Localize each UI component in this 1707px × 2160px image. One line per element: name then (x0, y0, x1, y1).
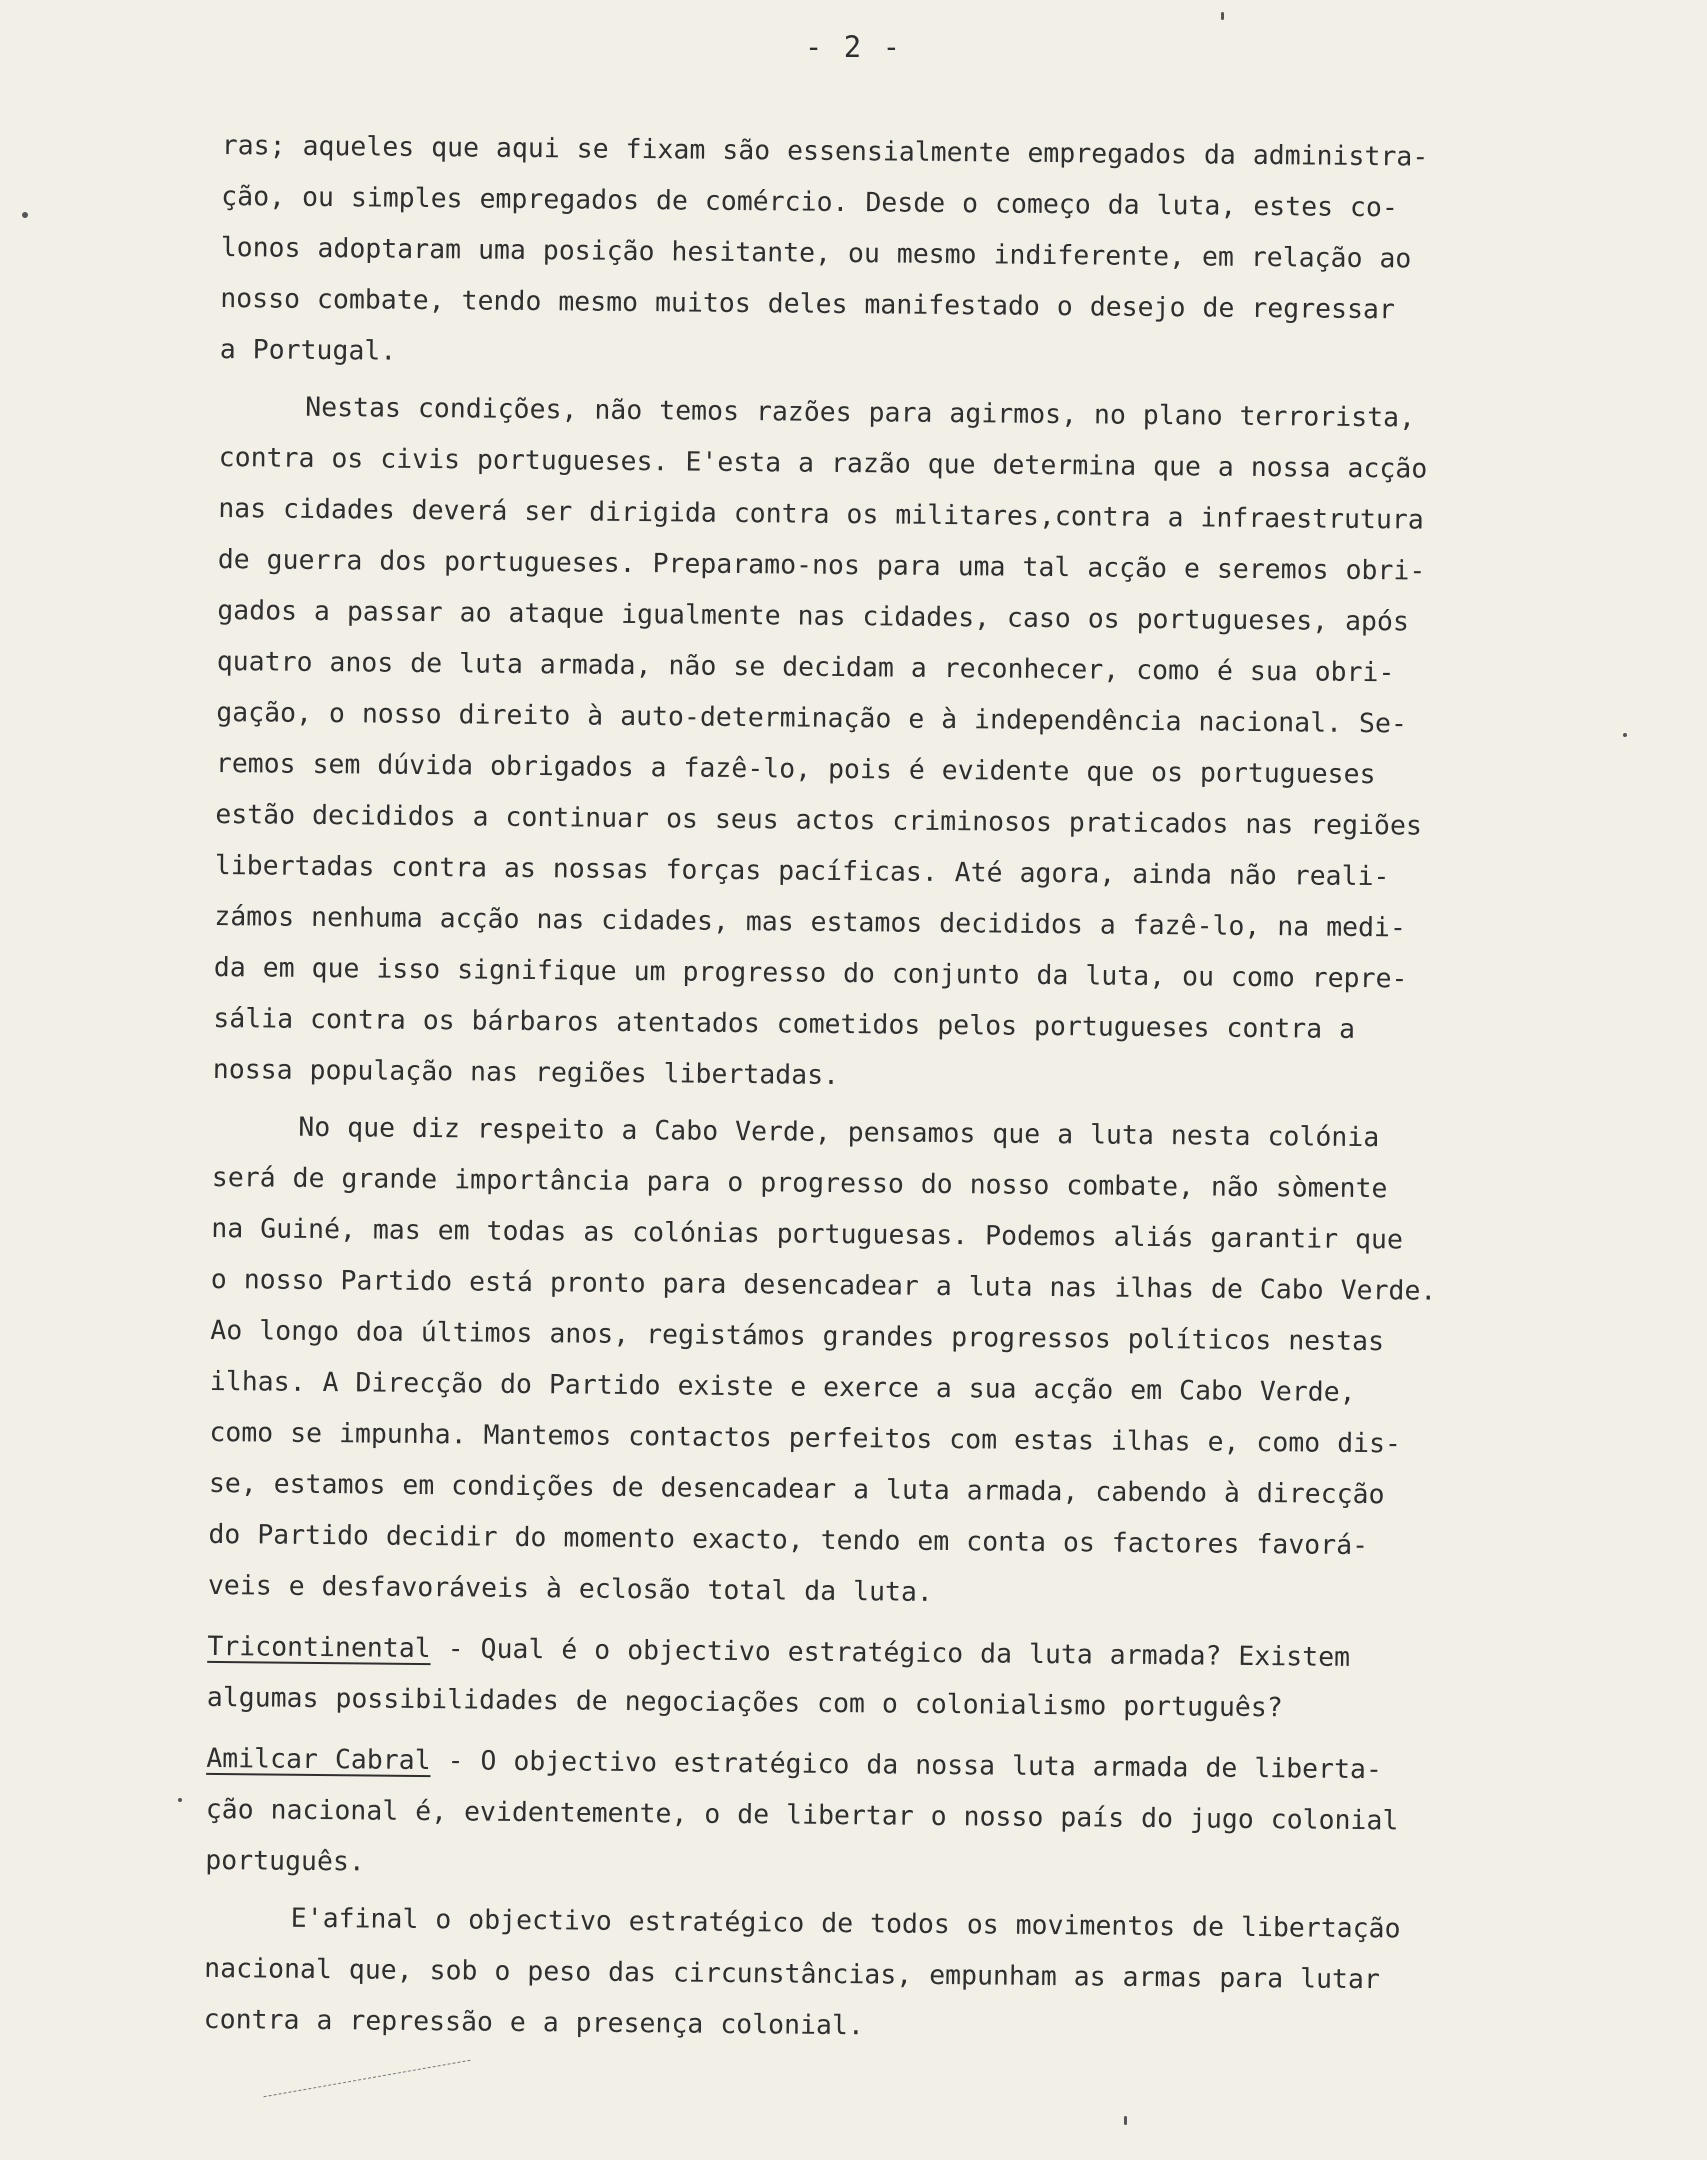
text-line: ilhas. A Direcção do Partido existe e exerce a sua acção em Cabo Verde, (209, 1365, 1356, 1408)
ink-speck (178, 1798, 182, 1802)
text-line: português. (205, 1844, 365, 1878)
text-line: de guerra dos portugueses. Preparamo-nos para uma tal acção e seremos obri- (217, 543, 1426, 587)
ink-speck (1124, 2116, 1127, 2125)
text-line: a Portugal. (219, 333, 397, 367)
paragraph-1 (220, 120, 1562, 388)
text-line: E'afinal o objectivo estratégico de todos os movimentos de libertação (290, 1902, 1401, 1945)
speaker-label: Amilcar Cabral (206, 1742, 431, 1777)
text-line: contra a repressão e a presença colonial. (203, 2003, 865, 2042)
scribble-mark (264, 2060, 471, 2097)
text-line: zámos nenhuma acção nas cidades, mas estamos decididos a fazê-lo, na medi- (214, 900, 1407, 944)
text-line: gação, o nosso direito à auto-determinação e à independência nacional. Se- (216, 696, 1408, 740)
text-line: sália contra os bárbaros atentados cometidos pelos portugueses contra a (213, 1002, 1356, 1045)
text-line: da em que isso signifique um progresso do conjunto da luta, ou como repre- (213, 951, 1408, 995)
text-line: como se impunha. Mantemos contactos perfeitos com estas ilhas e, como dis- (209, 1416, 1402, 1460)
text-line: ção nacional é, evidentemente, o de libertar o nosso país do jugo colonial (205, 1793, 1399, 1837)
paragraph-2 (213, 381, 1560, 1108)
text-line: do Partido decidir do momento exacto, tendo em conta os factores favorá- (208, 1518, 1369, 1562)
text-line: contra os civis portugueses. E'esta a razão que determina que a nossa acção (218, 441, 1428, 485)
ink-speck (1623, 733, 1627, 737)
text-line: nossa população nas regiões libertadas. (212, 1053, 840, 1091)
text-line: Ao longo doa últimos anos, registámos grandes progressos políticos nestas (210, 1314, 1385, 1358)
text-line: na Guiné, mas em todas as colónias portuguesas. Podemos aliás garantir que (211, 1212, 1404, 1256)
text-line: remos sem dúvida obrigados a fazê-lo, pois é evidente que os portugueses (215, 747, 1376, 791)
text-line: ção, ou simples empregados de comércio. Desde o começo da luta, estes co- (221, 180, 1399, 224)
text-line: Nestas condições, não temos razões para agirmos, no plano terrorista, (305, 391, 1416, 434)
speaker-label: Tricontinental (207, 1630, 431, 1665)
text-line: algumas possibilidades de negociações com o colonialismo português? (206, 1681, 1283, 1724)
text-line: o nosso Partido está pronto para desencadear a luta nas ilhas de Cabo Verde. (210, 1263, 1437, 1307)
text-line: lonos adoptaram uma posição hesitante, ou mesmo indiferente, em relação ao (220, 231, 1412, 275)
text-line: será de grande importância para o progresso do nosso combate, não sòmente (211, 1161, 1388, 1205)
text-line: nacional que, sob o peso das circunstâncias, empunham as armas para lutar (204, 1952, 1381, 1996)
question-text: - Qual é o objectivo estratégico da luta armada? Existem (430, 1633, 1351, 1673)
text-line: nas cidades deverá ser dirigida contra os militares,contra a infraestrutura (218, 492, 1424, 536)
text-line: libertadas contra as nossas forças pacíficas. Até agora, ainda não reali- (214, 849, 1390, 893)
text-line: veis e desfavoráveis à eclosão total da luta. (207, 1569, 934, 1608)
ink-speck (1221, 12, 1224, 20)
answer-amilcar-cabral (205, 1733, 1546, 1899)
text-line: estão decididos a continuar os seus actos criminosos praticados nas regiões (215, 798, 1423, 842)
answer-text: - O objectivo estratégico da nossa luta armada de liberta- (430, 1745, 1383, 1786)
text-line: ras; aqueles que aqui se fixam são essensialmente empregados da administra- (221, 129, 1429, 173)
text-line: nosso combate, tendo mesmo muitos deles manifestado o desejo de regressar (220, 282, 1396, 326)
ink-speck (22, 212, 28, 218)
page-number: - 2 - (804, 30, 903, 64)
question-tricontinental (207, 1621, 1548, 1736)
text-line: No que diz respeito a Cabo Verde, pensamos que a luta nesta colónia (298, 1111, 1380, 1154)
text-line: se, estamos em condições de desencadear a luta armada, cabendo à direcção (208, 1467, 1385, 1511)
document-body (203, 120, 1561, 2064)
text-line: gados a passar ao ataque igualmente nas cidades, caso os portugueses, após (217, 594, 1410, 638)
paragraph-3 (208, 1101, 1553, 1624)
text-line: quatro anos de luta armada, não se decidam a reconhecer, como é sua obri- (216, 645, 1395, 689)
paragraph-4 (204, 1892, 1545, 2058)
